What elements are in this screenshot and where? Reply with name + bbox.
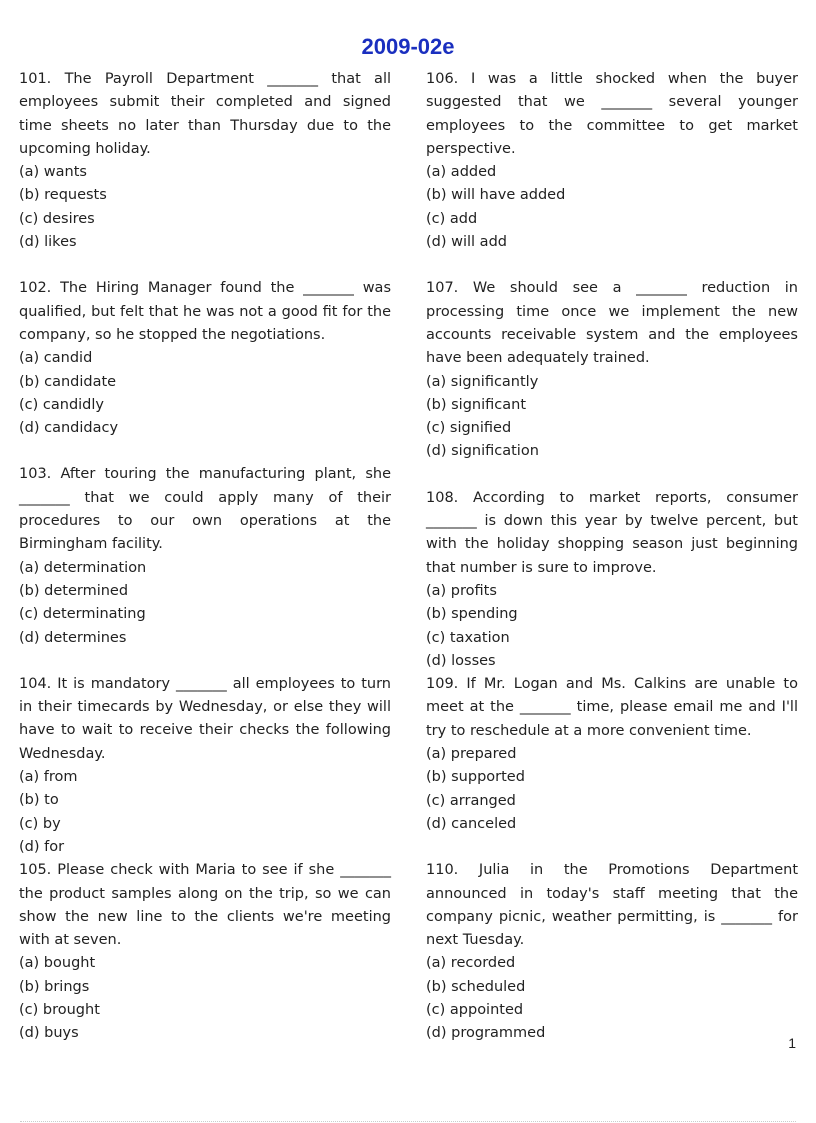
option-c: (c) brought	[19, 1001, 100, 1018]
question-106	[426, 68, 798, 254]
spacer	[426, 254, 798, 277]
option-a: (a) from	[19, 769, 78, 786]
option-a: (a) profits	[426, 582, 497, 599]
option-c: (c) add	[426, 210, 478, 227]
option-a: (a) candid	[19, 350, 93, 367]
option-b: (b) requests	[19, 187, 107, 204]
option-b: (b) determined	[19, 582, 129, 599]
question-110	[426, 859, 798, 1045]
option-b: (b) scheduled	[426, 978, 526, 995]
spacer	[426, 836, 798, 859]
spacer	[19, 650, 391, 673]
question-text: 102. The Hiring Manager found the _______ was qualified, but felt that he was not a good fit for the company, so he stopped the negotiations.	[19, 280, 391, 343]
option-a: (a) prepared	[426, 746, 517, 763]
option-b: (b) candidate	[19, 373, 117, 390]
spacer	[426, 464, 798, 487]
question-text: 101. The Payroll Department _______ that all employees submit their completed and signed time sheets no later than Thursday due to the upcoming holiday.	[19, 71, 391, 157]
option-c: (c) desires	[19, 210, 95, 227]
option-a: (a) determination	[19, 559, 147, 576]
option-d: (d) likes	[19, 234, 77, 251]
question-text: 105. Please check with Maria to see if she _______ the product samples along on the trip, so we can show the new line to the clients we're meeting with at seven.	[19, 862, 391, 949]
option-d: (d) candidacy	[19, 420, 119, 437]
question-text: 109. If Mr. Logan and Ms. Calkins are unable to meet at the _______ time, please email me and I'll try to reschedule at a more convenient time.	[426, 676, 798, 739]
question-text: 104. It is mandatory _______ all employees to turn in their timecards by Wednesday, or else they will have to wait to receive their checks the following Wednesday.	[19, 675, 391, 762]
option-d: (d) for	[19, 838, 65, 855]
option-b: (b) will have added	[426, 187, 566, 204]
option-c: (c) signified	[426, 420, 512, 437]
option-b: (b) brings	[19, 978, 90, 995]
question-108	[426, 487, 798, 673]
option-a: (a) added	[426, 164, 497, 181]
question-105	[19, 859, 391, 1045]
option-a: (a) significantly	[426, 373, 539, 390]
option-d: (d) signification	[426, 443, 539, 460]
option-c: (c) arranged	[426, 792, 516, 809]
option-c: (c) by	[19, 815, 61, 832]
question-107	[426, 277, 798, 463]
left-column	[19, 68, 391, 1046]
question-text: 108. According to market reports, consumer _______ is down this year by twelve percent, but with the holiday shopping season just beginning that number is sure to improve.	[426, 489, 798, 576]
question-104	[19, 673, 391, 859]
option-d: (d) determines	[19, 629, 127, 646]
option-b: (b) to	[19, 792, 59, 809]
question-text: 107. We should see a _______ reduction in processing time once we implement the new accounts receivable system and the employees have been adequately trained.	[426, 280, 798, 367]
option-c: (c) taxation	[426, 629, 510, 646]
option-a: (a) bought	[19, 955, 96, 972]
right-column	[426, 68, 798, 1046]
question-text: 103. After touring the manufacturing plant, she _______ that we could apply many of their procedures to our own operations at the Birmingham facility.	[19, 466, 391, 553]
option-d: (d) canceled	[426, 815, 517, 832]
option-a: (a) recorded	[426, 955, 516, 972]
option-d: (d) buys	[19, 1025, 79, 1042]
option-b: (b) spending	[426, 606, 518, 623]
option-d: (d) losses	[426, 652, 496, 669]
option-d: (d) will add	[426, 234, 507, 251]
option-a: (a) wants	[19, 164, 87, 181]
option-c: (c) candidly	[19, 396, 104, 413]
option-b: (b) supported	[426, 769, 525, 786]
question-101	[19, 68, 391, 254]
question-103	[19, 463, 391, 649]
footer-divider	[20, 1121, 796, 1122]
option-c: (c) appointed	[426, 1001, 524, 1018]
option-b: (b) significant	[426, 396, 526, 413]
option-c: (c) determinating	[19, 606, 146, 623]
question-102	[19, 277, 391, 440]
question-109	[426, 673, 798, 836]
spacer	[19, 440, 391, 463]
spacer	[19, 254, 391, 277]
option-d: (d) programmed	[426, 1025, 546, 1042]
page-number: 1	[788, 1035, 796, 1051]
question-text: 106. I was a little shocked when the buyer suggested that we _______ several younger employees to the committee to get market perspective.	[426, 71, 798, 157]
question-text: 110. Julia in the Promotions Department announced in today's staff meeting that the company picnic, weather permitting, is _______ for next Tuesday.	[426, 862, 798, 949]
page-title: 2009-02e	[361, 34, 455, 59]
